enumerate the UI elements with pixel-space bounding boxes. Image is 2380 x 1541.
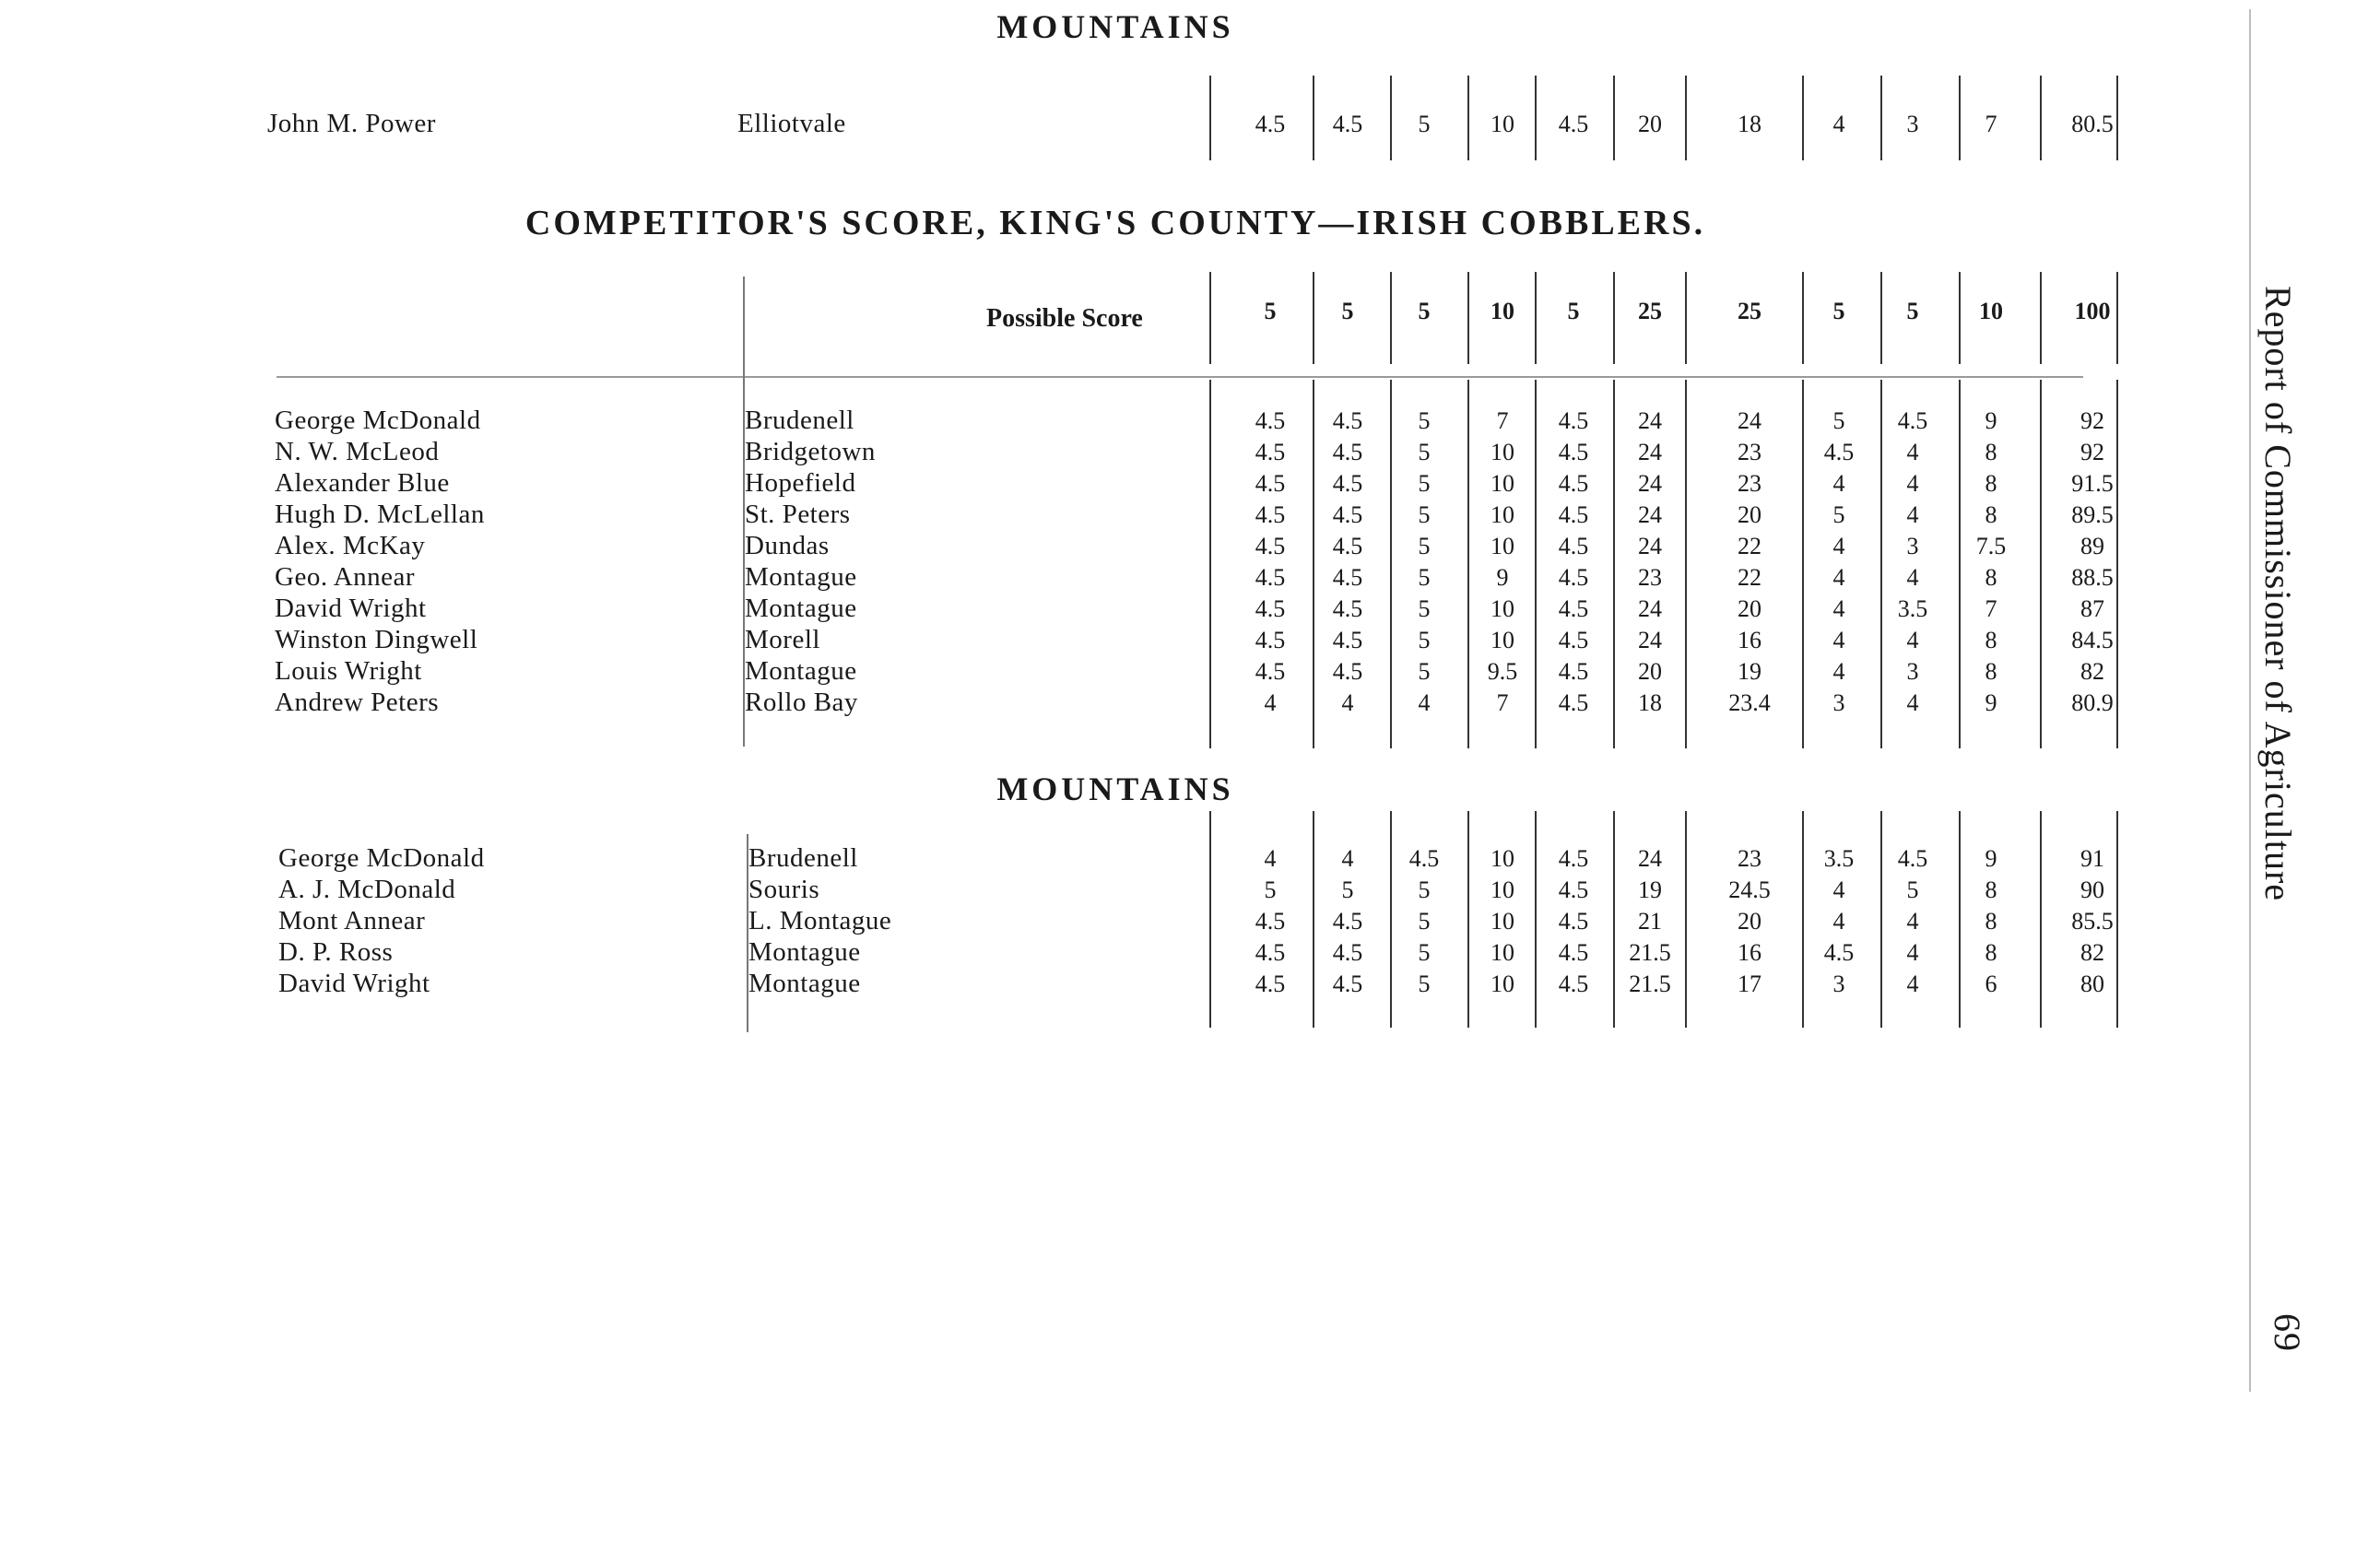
score-cell: 80.9 xyxy=(2071,689,2114,716)
score-cell: 20 xyxy=(1738,595,1761,622)
score-cell: 4.5 xyxy=(1332,111,1363,137)
score-cell: 21 xyxy=(1638,908,1662,935)
score-cell: 4.5 xyxy=(1255,658,1286,685)
score-cell: 91.5 xyxy=(2071,470,2114,497)
score-cell: 24 xyxy=(1638,845,1662,872)
score-cell: 9 xyxy=(1985,407,1997,434)
score-cell: 5 xyxy=(1418,595,1431,622)
score-cell: 4.5 xyxy=(1558,533,1589,559)
score-cell: 5 xyxy=(1418,501,1431,528)
page-margin-rule xyxy=(2249,9,2251,1392)
score-cell: 92 xyxy=(2080,439,2104,465)
score-cell: 4.5 xyxy=(1255,407,1286,434)
score-cell: 82 xyxy=(2080,939,2104,966)
score-cell: 4.5 xyxy=(1332,501,1363,528)
score-cell: 10 xyxy=(1490,595,1514,622)
score-cell: 5 xyxy=(1418,564,1431,591)
score-cell: 4.5 xyxy=(1558,908,1589,935)
score-cell: 10 xyxy=(1490,501,1514,528)
competitor-place: Dundas xyxy=(745,531,830,560)
score-cell: 10 xyxy=(1490,939,1514,966)
competitor-name: Andrew Peters xyxy=(275,688,440,717)
possible-score-value: 25 xyxy=(1638,298,1662,324)
competitor-place: Montague xyxy=(745,594,857,623)
score-cell: 4 xyxy=(1832,658,1845,685)
score-cell: 4.5 xyxy=(1255,501,1286,528)
score-cell: 87 xyxy=(2080,595,2104,622)
competitor-name: Hugh D. McLellan xyxy=(275,500,485,529)
score-cell: 89.5 xyxy=(2071,501,2114,528)
score-cell: 5 xyxy=(1418,439,1431,465)
score-cell: 22 xyxy=(1738,533,1761,559)
score-cell: 4.5 xyxy=(1558,939,1589,966)
score-cell: 5 xyxy=(1341,876,1354,903)
competitor-place: Montague xyxy=(745,656,857,686)
score-cell: 4.5 xyxy=(1558,564,1589,591)
score-cell: 4.5 xyxy=(1332,407,1363,434)
score-cell: 23 xyxy=(1738,439,1761,465)
score-cell: 6 xyxy=(1985,970,1997,997)
score-cell: 8 xyxy=(1985,939,1997,966)
score-cell: 4.5 xyxy=(1558,658,1589,685)
competitor-name: D. P. Ross xyxy=(278,937,394,967)
score-cell: 88.5 xyxy=(2071,564,2114,591)
score-cell: 3.5 xyxy=(1823,845,1855,872)
score-cell: 21.5 xyxy=(1629,970,1671,997)
score-cell: 10 xyxy=(1490,439,1514,465)
score-cell: 4.5 xyxy=(1255,439,1286,465)
score-cell: 4.5 xyxy=(1558,689,1589,716)
score-cell: 18 xyxy=(1738,111,1761,137)
competitor-place: Hopefield xyxy=(745,468,856,498)
possible-score-label: Possible Score xyxy=(986,304,1143,333)
score-cell: 8 xyxy=(1985,627,1997,653)
score-cell: 4.5 xyxy=(1823,939,1855,966)
score-cell: 4 xyxy=(1832,470,1845,497)
score-cell: 8 xyxy=(1985,564,1997,591)
main-table-title: COMPETITOR'S SCORE, KING'S COUNTY—IRISH COBBLERS. xyxy=(524,204,1706,242)
competitor-place: St. Peters xyxy=(745,500,851,529)
possible-score-value: 5 xyxy=(1341,298,1354,324)
column-rule xyxy=(1209,811,1211,1028)
score-cell: 4 xyxy=(1832,595,1845,622)
score-cell: 4.5 xyxy=(1332,564,1363,591)
score-cell: 4.5 xyxy=(1255,564,1286,591)
competitor-place: Souris xyxy=(748,875,820,904)
score-cell: 4 xyxy=(1341,845,1354,872)
score-cell: 7 xyxy=(1985,111,1997,137)
score-cell: 5 xyxy=(1418,470,1431,497)
score-cell: 24.5 xyxy=(1728,876,1771,903)
competitor-name: Alex. McKay xyxy=(275,531,426,560)
score-cell: 4.5 xyxy=(1332,627,1363,653)
score-cell: 4 xyxy=(1832,564,1845,591)
score-cell: 4.5 xyxy=(1332,439,1363,465)
score-cell: 3 xyxy=(1906,658,1919,685)
competitor-place: Brudenell xyxy=(745,406,854,435)
score-cell: 10 xyxy=(1490,111,1514,137)
score-cell: 4.5 xyxy=(1255,627,1286,653)
score-cell: 82 xyxy=(2080,658,2104,685)
score-cell: 92 xyxy=(2080,407,2104,434)
score-cell: 4.5 xyxy=(1558,876,1589,903)
score-cell: 5 xyxy=(1418,658,1431,685)
score-cell: 4.5 xyxy=(1332,595,1363,622)
mountains-heading: MOUNTAINS xyxy=(996,770,1234,807)
score-cell: 4.5 xyxy=(1255,970,1286,997)
score-cell: 4.5 xyxy=(1897,407,1928,434)
score-cell: 4.5 xyxy=(1897,845,1928,872)
score-cell: 24 xyxy=(1638,595,1662,622)
score-cell: 4 xyxy=(1906,970,1919,997)
score-cell: 4 xyxy=(1906,908,1919,935)
column-rule xyxy=(2040,76,2042,160)
column-rule xyxy=(2040,272,2042,364)
score-cell: 10 xyxy=(1490,470,1514,497)
score-cell: 24 xyxy=(1638,439,1662,465)
score-cell: 22 xyxy=(1738,564,1761,591)
score-cell: 3 xyxy=(1906,111,1919,137)
score-cell: 4 xyxy=(1832,111,1845,137)
score-cell: 9 xyxy=(1496,564,1509,591)
competitor-name: A. J. McDonald xyxy=(278,875,456,904)
score-cell: 4 xyxy=(1906,439,1919,465)
score-cell: 24 xyxy=(1638,407,1662,434)
score-cell: 4.5 xyxy=(1558,595,1589,622)
score-cell: 7 xyxy=(1985,595,1997,622)
score-cell: 5 xyxy=(1264,876,1277,903)
score-cell: 10 xyxy=(1490,533,1514,559)
score-cell: 5 xyxy=(1832,501,1845,528)
score-cell: 4.5 xyxy=(1558,111,1589,137)
score-cell: 5 xyxy=(1906,876,1919,903)
score-cell: 89 xyxy=(2080,533,2104,559)
score-cell: 4 xyxy=(1341,689,1354,716)
score-cell: 4.5 xyxy=(1823,439,1855,465)
score-cell: 8 xyxy=(1985,908,1997,935)
score-cell: 84.5 xyxy=(2071,627,2114,653)
score-cell: 4 xyxy=(1264,845,1277,872)
score-cell: 4 xyxy=(1906,470,1919,497)
competitor-place: Bridgetown xyxy=(745,437,876,466)
possible-score-value: 10 xyxy=(1979,298,2003,324)
score-cell: 5 xyxy=(1418,407,1431,434)
score-cell: 9 xyxy=(1985,845,1997,872)
score-cell: 3 xyxy=(1832,970,1845,997)
score-cell: 7.5 xyxy=(1975,533,2007,559)
score-cell: 91 xyxy=(2080,845,2104,872)
score-cell: 24 xyxy=(1638,533,1662,559)
score-cell: 4 xyxy=(1832,533,1845,559)
score-cell: 10 xyxy=(1490,908,1514,935)
column-rule xyxy=(2040,380,2042,748)
score-cell: 4.5 xyxy=(1255,595,1286,622)
score-cell: 5 xyxy=(1418,111,1431,137)
score-cell: 3 xyxy=(1906,533,1919,559)
place-column-rule xyxy=(743,276,745,747)
score-cell: 4 xyxy=(1906,564,1919,591)
score-cell: 4.5 xyxy=(1558,627,1589,653)
competitor-name: John M. Power xyxy=(267,109,436,138)
competitor-name: Alexander Blue xyxy=(275,468,450,498)
score-cell: 4 xyxy=(1264,689,1277,716)
competitor-name: George McDonald xyxy=(278,843,485,873)
competitor-place: Montague xyxy=(748,969,861,998)
possible-score-value: 25 xyxy=(1738,298,1761,324)
score-cell: 4.5 xyxy=(1255,111,1286,137)
competitor-place: Montague xyxy=(745,562,857,592)
score-cell: 5 xyxy=(1418,908,1431,935)
score-cell: 3 xyxy=(1832,689,1845,716)
column-rule xyxy=(2040,811,2042,1028)
competitor-name: George McDonald xyxy=(275,406,481,435)
score-cell: 4 xyxy=(1906,689,1919,716)
competitor-name: Winston Dingwell xyxy=(275,625,478,654)
score-cell: 4.5 xyxy=(1332,970,1363,997)
score-cell: 4.5 xyxy=(1332,533,1363,559)
score-cell: 4.5 xyxy=(1255,908,1286,935)
column-rule xyxy=(1209,76,1211,160)
score-cell: 24 xyxy=(1638,470,1662,497)
score-cell: 4 xyxy=(1906,939,1919,966)
score-cell: 4.5 xyxy=(1255,533,1286,559)
score-cell: 9 xyxy=(1985,689,1997,716)
score-cell: 4.5 xyxy=(1558,407,1589,434)
top-mountains-heading: MOUNTAINS xyxy=(996,8,1234,45)
score-cell: 80.5 xyxy=(2071,111,2114,137)
score-cell: 4 xyxy=(1418,689,1431,716)
competitor-name: David Wright xyxy=(278,969,430,998)
possible-score-value: 5 xyxy=(1832,298,1845,324)
header-divider xyxy=(277,376,2083,378)
score-cell: 10 xyxy=(1490,845,1514,872)
place-column-rule xyxy=(747,834,748,1032)
score-cell: 10 xyxy=(1490,627,1514,653)
score-cell: 21.5 xyxy=(1629,939,1671,966)
possible-score-value: 10 xyxy=(1490,298,1514,324)
score-cell: 24 xyxy=(1738,407,1761,434)
score-cell: 10 xyxy=(1490,970,1514,997)
score-cell: 4.5 xyxy=(1332,939,1363,966)
competitor-place: Elliotvale xyxy=(737,109,846,138)
possible-score-value: 100 xyxy=(2074,298,2111,324)
competitor-place: Brudenell xyxy=(748,843,858,873)
score-cell: 8 xyxy=(1985,501,1997,528)
score-cell: 5 xyxy=(1418,627,1431,653)
competitor-name: Mont Annear xyxy=(278,906,426,935)
score-cell: 9.5 xyxy=(1487,658,1518,685)
possible-score-value: 5 xyxy=(1906,298,1919,324)
score-cell: 5 xyxy=(1418,939,1431,966)
possible-score-value: 5 xyxy=(1264,298,1277,324)
score-cell: 23 xyxy=(1738,470,1761,497)
score-cell: 4.5 xyxy=(1558,970,1589,997)
score-cell: 4.5 xyxy=(1558,501,1589,528)
score-cell: 8 xyxy=(1985,876,1997,903)
score-cell: 17 xyxy=(1738,970,1761,997)
score-cell: 4 xyxy=(1832,908,1845,935)
score-cell: 23.4 xyxy=(1728,689,1771,716)
score-cell: 4.5 xyxy=(1558,845,1589,872)
page-number: 69 xyxy=(2267,1313,2308,1352)
possible-score-value: 5 xyxy=(1418,298,1431,324)
side-running-title: Report of Commissioner of Agriculture xyxy=(2257,286,2299,902)
score-cell: 4.5 xyxy=(1255,939,1286,966)
score-cell: 16 xyxy=(1738,627,1761,653)
score-cell: 20 xyxy=(1638,111,1662,137)
score-cell: 4.5 xyxy=(1332,908,1363,935)
score-cell: 8 xyxy=(1985,470,1997,497)
score-cell: 20 xyxy=(1638,658,1662,685)
score-cell: 19 xyxy=(1638,876,1662,903)
score-cell: 3.5 xyxy=(1897,595,1928,622)
score-cell: 5 xyxy=(1418,876,1431,903)
score-cell: 4 xyxy=(1832,876,1845,903)
score-cell: 5 xyxy=(1418,533,1431,559)
score-cell: 10 xyxy=(1490,876,1514,903)
score-cell: 23 xyxy=(1638,564,1662,591)
competitor-place: L. Montague xyxy=(748,906,892,935)
column-rule xyxy=(1209,380,1211,748)
score-cell: 5 xyxy=(1832,407,1845,434)
score-cell: 4.5 xyxy=(1332,658,1363,685)
column-rule xyxy=(1209,272,1211,364)
score-cell: 4.5 xyxy=(1255,470,1286,497)
competitor-place: Morell xyxy=(745,625,820,654)
score-cell: 4 xyxy=(1906,501,1919,528)
score-cell: 20 xyxy=(1738,501,1761,528)
score-cell: 4.5 xyxy=(1558,470,1589,497)
score-cell: 16 xyxy=(1738,939,1761,966)
score-cell: 80 xyxy=(2080,970,2104,997)
score-cell: 5 xyxy=(1418,970,1431,997)
score-cell: 7 xyxy=(1496,407,1509,434)
competitor-place: Montague xyxy=(748,937,861,967)
score-cell: 18 xyxy=(1638,689,1662,716)
score-cell: 8 xyxy=(1985,439,1997,465)
competitor-name: N. W. McLeod xyxy=(275,437,440,466)
score-cell: 20 xyxy=(1738,908,1761,935)
score-cell: 8 xyxy=(1985,658,1997,685)
score-cell: 4 xyxy=(1832,627,1845,653)
score-cell: 4.5 xyxy=(1408,845,1440,872)
score-cell: 24 xyxy=(1638,501,1662,528)
possible-score-value: 5 xyxy=(1567,298,1580,324)
score-cell: 4.5 xyxy=(1332,470,1363,497)
competitor-name: Louis Wright xyxy=(275,656,422,686)
competitor-place: Rollo Bay xyxy=(745,688,858,717)
score-cell: 23 xyxy=(1738,845,1761,872)
score-cell: 24 xyxy=(1638,627,1662,653)
score-cell: 4 xyxy=(1906,627,1919,653)
score-cell: 4.5 xyxy=(1558,439,1589,465)
score-cell: 90 xyxy=(2080,876,2104,903)
score-cell: 19 xyxy=(1738,658,1761,685)
score-cell: 85.5 xyxy=(2071,908,2114,935)
competitor-name: David Wright xyxy=(275,594,427,623)
competitor-name: Geo. Annear xyxy=(275,562,416,592)
score-cell: 7 xyxy=(1496,689,1509,716)
